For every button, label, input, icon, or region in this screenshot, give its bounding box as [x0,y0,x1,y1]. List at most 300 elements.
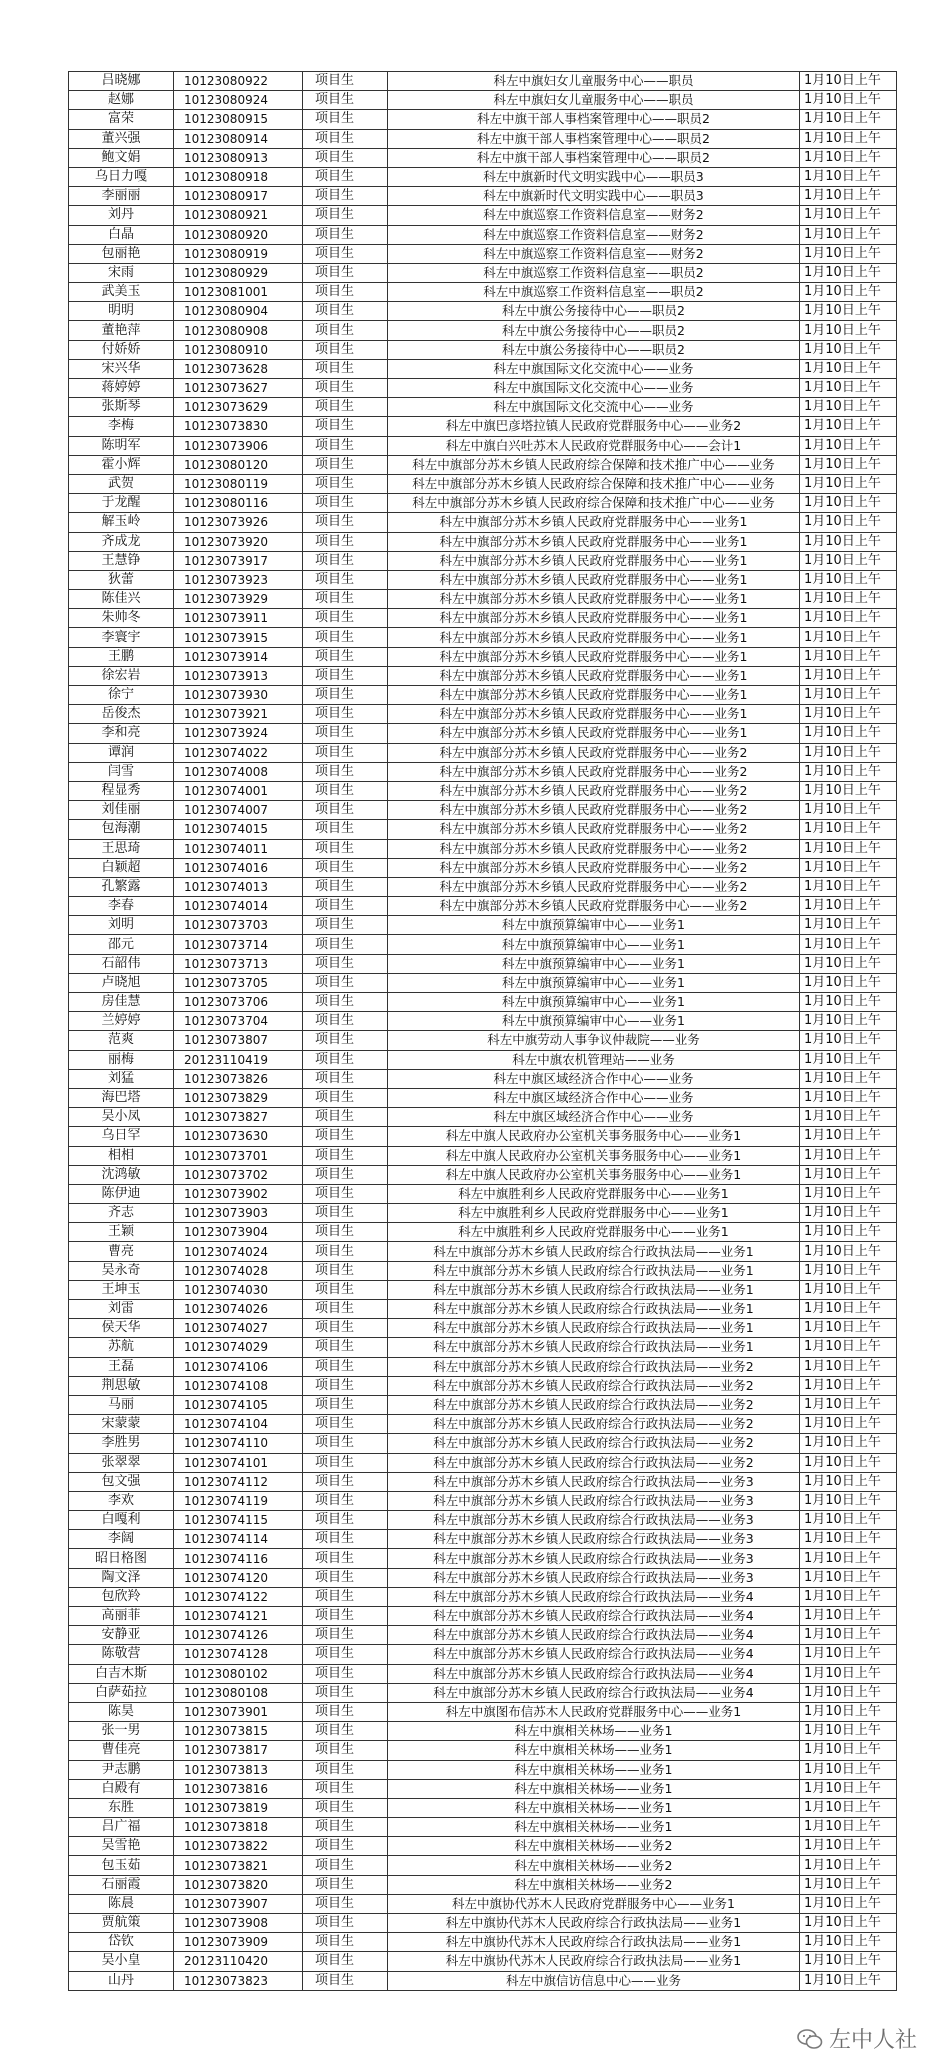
interview-time: 1月10日上午 [800,72,897,91]
table-row [69,1453,897,1472]
table-row [69,1491,897,1510]
candidate-name: 张一男 [69,1722,174,1741]
interview-time: 1月10日上午 [800,225,897,244]
candidate-type: 项目生 [303,1952,388,1971]
exam-id: 10123074121 [174,1607,303,1626]
candidate-name: 包玉茹 [69,1856,174,1875]
table-row [69,1088,897,1107]
exam-id: 10123073914 [174,647,303,666]
candidate-type: 项目生 [303,1760,388,1779]
candidate-name: 富荣 [69,110,174,129]
candidate-name: 包文强 [69,1472,174,1491]
position: 科左中旗部分苏木乡镇人民政府党群服务中心——业务1 [388,686,800,705]
position: 科左中旗部分苏木乡镇人民政府综合行政执法局——业务3 [388,1530,800,1549]
candidate-name: 王磊 [69,1357,174,1376]
exam-id: 10123080913 [174,148,303,167]
candidate-name: 李阔 [69,1530,174,1549]
candidate-type: 项目生 [303,1453,388,1472]
candidate-name: 苏航 [69,1338,174,1357]
candidate-type: 项目生 [303,1530,388,1549]
position: 科左中旗部分苏木乡镇人民政府综合行政执法局——业务1 [388,1242,800,1261]
exam-id: 10123074105 [174,1395,303,1414]
candidate-name: 沈鸿敏 [69,1165,174,1184]
exam-id: 10123073915 [174,628,303,647]
candidate-name: 明明 [69,302,174,321]
candidate-name: 赵娜 [69,91,174,110]
table-row [69,206,897,225]
candidate-name: 包欣羚 [69,1587,174,1606]
exam-id: 10123073627 [174,379,303,398]
position: 科左中旗新时代文明实践中心——职员3 [388,167,800,186]
candidate-type: 项目生 [303,1242,388,1261]
table-row [69,781,897,800]
exam-id: 10123074116 [174,1549,303,1568]
exam-id: 10123080116 [174,494,303,513]
table-row [69,570,897,589]
candidate-name: 陶文泽 [69,1568,174,1587]
position: 科左中旗区域经济合作中心——业务 [388,1088,800,1107]
interview-time: 1月10日上午 [800,1242,897,1261]
position: 科左中旗胜利乡人民政府党群服务中心——业务1 [388,1223,800,1242]
position: 科左中旗区域经济合作中心——业务 [388,1069,800,1088]
interview-time: 1月10日上午 [800,781,897,800]
position: 科左中旗部分苏木乡镇人民政府综合行政执法局——业务4 [388,1626,800,1645]
candidate-name: 李丽丽 [69,187,174,206]
table-row [69,973,897,992]
table-row [69,513,897,532]
exam-id: 10123073701 [174,1146,303,1165]
interview-time: 1月10日上午 [800,1415,897,1434]
candidate-name: 侯天华 [69,1319,174,1338]
candidate-name: 闫雪 [69,762,174,781]
candidate-type: 项目生 [303,340,388,359]
exam-id: 10123074001 [174,781,303,800]
position: 科左中旗部分苏木乡镇人民政府综合行政执法局——业务2 [388,1357,800,1376]
watermark-text: 左中人社 [828,2028,917,2053]
interview-time: 1月10日上午 [800,1856,897,1875]
position: 科左中旗部分苏木乡镇人民政府综合行政执法局——业务4 [388,1645,800,1664]
position: 科左中旗国际文化交流中心——业务 [388,398,800,417]
candidate-type: 项目生 [303,72,388,91]
exam-id: 10123080922 [174,72,303,91]
candidate-type: 项目生 [303,1702,388,1721]
interview-time: 1月10日上午 [800,1971,897,1990]
table-row [69,1952,897,1971]
interview-time: 1月10日上午 [800,1012,897,1031]
interview-time: 1月10日上午 [800,1088,897,1107]
candidate-type: 项目生 [303,1376,388,1395]
interview-time: 1月10日上午 [800,1108,897,1127]
candidate-type: 项目生 [303,1568,388,1587]
candidate-name: 李梅 [69,417,174,436]
interview-time: 1月10日上午 [800,973,897,992]
candidate-type: 项目生 [303,379,388,398]
position: 科左中旗干部人事档案管理中心——职员2 [388,148,800,167]
table-row [69,1626,897,1645]
candidate-name: 白颖超 [69,858,174,877]
interview-time: 1月10日上午 [800,283,897,302]
interview-time: 1月10日上午 [800,1357,897,1376]
exam-id: 10123074112 [174,1472,303,1491]
position: 科左中旗协代苏木人民政府综合行政执法局——业务1 [388,1914,800,1933]
candidate-type: 项目生 [303,666,388,685]
table-row [69,283,897,302]
candidate-name: 范爽 [69,1031,174,1050]
interview-time: 1月10日上午 [800,1395,897,1414]
exam-id: 10123074022 [174,743,303,762]
exam-id: 10123074026 [174,1300,303,1319]
interview-time: 1月10日上午 [800,801,897,820]
candidate-type: 项目生 [303,455,388,474]
position: 科左中旗部分苏木乡镇人民政府党群服务中心——业务1 [388,666,800,685]
position: 科左中旗部分苏木乡镇人民政府党群服务中心——业务2 [388,897,800,916]
candidate-table [68,71,897,1991]
interview-time: 1月10日上午 [800,993,897,1012]
exam-id: 10123073703 [174,916,303,935]
position: 科左中旗部分苏木乡镇人民政府党群服务中心——业务1 [388,647,800,666]
candidate-type: 项目生 [303,1645,388,1664]
candidate-name: 吴小皇 [69,1952,174,1971]
candidate-name: 武美玉 [69,283,174,302]
interview-time: 1月10日上午 [800,244,897,263]
candidate-name: 徐宁 [69,686,174,705]
interview-time: 1月10日上午 [800,1645,897,1664]
table-row [69,1587,897,1606]
candidate-type: 项目生 [303,1300,388,1319]
position: 科左中旗巡察工作资料信息室——财务2 [388,206,800,225]
candidate-type: 项目生 [303,474,388,493]
interview-time: 1月10日上午 [800,129,897,148]
candidate-type: 项目生 [303,1875,388,1894]
interview-time: 1月10日上午 [800,916,897,935]
interview-time: 1月10日上午 [800,1798,897,1817]
interview-time: 1月10日上午 [800,743,897,762]
candidate-type: 项目生 [303,148,388,167]
candidate-type: 项目生 [303,1415,388,1434]
candidate-name: 刘明 [69,916,174,935]
position: 科左中旗部分苏木乡镇人民政府综合行政执法局——业务3 [388,1472,800,1491]
candidate-type: 项目生 [303,283,388,302]
candidate-name: 陈昊 [69,1702,174,1721]
position: 科左中旗部分苏木乡镇人民政府综合行政执法局——业务4 [388,1587,800,1606]
table-row [69,1971,897,1990]
interview-time: 1月10日上午 [800,647,897,666]
position: 科左中旗相关林场——业务1 [388,1779,800,1798]
exam-id: 10123074122 [174,1587,303,1606]
position: 科左中旗部分苏木乡镇人民政府综合行政执法局——业务4 [388,1607,800,1626]
candidate-type: 项目生 [303,1012,388,1031]
candidate-type: 项目生 [303,1607,388,1626]
exam-id: 10123073704 [174,1012,303,1031]
candidate-name: 李胜男 [69,1434,174,1453]
position: 科左中旗人民政府办公室机关事务服务中心——业务1 [388,1165,800,1184]
candidate-type: 项目生 [303,1511,388,1530]
candidate-type: 项目生 [303,91,388,110]
position: 科左中旗部分苏木乡镇人民政府党群服务中心——业务2 [388,839,800,858]
exam-id: 10123080120 [174,455,303,474]
exam-id: 10123074110 [174,1434,303,1453]
exam-id: 10123073706 [174,993,303,1012]
exam-id: 10123080919 [174,244,303,263]
table-row [69,1415,897,1434]
candidate-type: 项目生 [303,724,388,743]
exam-id: 10123074115 [174,1511,303,1530]
interview-time: 1月10日上午 [800,897,897,916]
position: 科左中旗部分苏木乡镇人民政府党群服务中心——业务1 [388,609,800,628]
candidate-type: 项目生 [303,1050,388,1069]
exam-id: 10123074028 [174,1261,303,1280]
table-row [69,1741,897,1760]
exam-id: 10123073816 [174,1779,303,1798]
exam-id: 10123073908 [174,1914,303,1933]
candidate-name: 陈敬营 [69,1645,174,1664]
position: 科左中旗相关林场——业务1 [388,1741,800,1760]
table-row [69,455,897,474]
exam-id: 10123074104 [174,1415,303,1434]
interview-time: 1月10日上午 [800,1664,897,1683]
exam-id: 10123080921 [174,206,303,225]
candidate-name: 贾航策 [69,1914,174,1933]
interview-time: 1月10日上午 [800,1952,897,1971]
interview-time: 1月10日上午 [800,532,897,551]
exam-id: 10123074015 [174,820,303,839]
table-row [69,1223,897,1242]
interview-time: 1月10日上午 [800,1261,897,1280]
position: 科左中旗图布信苏木人民政府党群服务中心——业务1 [388,1702,800,1721]
candidate-type: 项目生 [303,417,388,436]
table-row [69,1914,897,1933]
table-row [69,148,897,167]
candidate-name: 昭日格图 [69,1549,174,1568]
interview-time: 1月10日上午 [800,1184,897,1203]
position: 科左中旗部分苏木乡镇人民政府党群服务中心——业务2 [388,820,800,839]
interview-time: 1月10日上午 [800,1472,897,1491]
table-row [69,935,897,954]
position: 科左中旗妇女儿童服务中心——职员 [388,72,800,91]
candidate-name: 狄蕾 [69,570,174,589]
table-row [69,1933,897,1952]
exam-id: 10123073628 [174,359,303,378]
table-row [69,474,897,493]
table-row [69,1549,897,1568]
candidate-name: 于龙醒 [69,494,174,513]
exam-id: 10123073830 [174,417,303,436]
candidate-type: 项目生 [303,781,388,800]
position: 科左中旗协代苏木人民政府综合行政执法局——业务1 [388,1952,800,1971]
interview-time: 1月10日上午 [800,1875,897,1894]
candidate-name: 武贺 [69,474,174,493]
exam-id: 10123073818 [174,1818,303,1837]
position: 科左中旗相关林场——业务2 [388,1875,800,1894]
position: 科左中旗部分苏木乡镇人民政府党群服务中心——业务1 [388,628,800,647]
table-row [69,666,897,685]
exam-id: 10123080102 [174,1664,303,1683]
position: 科左中旗部分苏木乡镇人民政府综合行政执法局——业务2 [388,1376,800,1395]
table-row [69,1779,897,1798]
table-row [69,1645,897,1664]
candidate-name: 安静亚 [69,1626,174,1645]
candidate-type: 项目生 [303,1280,388,1299]
exam-id: 10123073923 [174,570,303,589]
candidate-name: 李寰宇 [69,628,174,647]
candidate-name: 吴永奇 [69,1261,174,1280]
interview-time: 1月10日上午 [800,724,897,743]
table-row [69,1760,897,1779]
candidate-name: 东胜 [69,1798,174,1817]
table-row [69,263,897,282]
candidate-type: 项目生 [303,1146,388,1165]
interview-time: 1月10日上午 [800,1376,897,1395]
watermark [797,2023,917,2054]
exam-id: 10123074027 [174,1319,303,1338]
candidate-name: 白晶 [69,225,174,244]
candidate-name: 王颖 [69,1223,174,1242]
exam-id: 10123080924 [174,91,303,110]
position: 科左中旗部分苏木乡镇人民政府党群服务中心——业务2 [388,801,800,820]
table-row [69,609,897,628]
interview-time: 1月10日上午 [800,263,897,282]
table-row [69,244,897,263]
exam-id: 10123073901 [174,1702,303,1721]
table-row [69,839,897,858]
candidate-type: 项目生 [303,743,388,762]
interview-time: 1月10日上午 [800,1223,897,1242]
exam-id: 10123073913 [174,666,303,685]
candidate-type: 项目生 [303,897,388,916]
position: 科左中旗胜利乡人民政府党群服务中心——业务1 [388,1204,800,1223]
position: 科左中旗协代苏木人民政府党群服务中心——业务1 [388,1894,800,1913]
position: 科左中旗巴彦塔拉镇人民政府党群服务中心——业务2 [388,417,800,436]
position: 科左中旗国际文化交流中心——业务 [388,359,800,378]
position: 科左中旗部分苏木乡镇人民政府党群服务中心——业务2 [388,762,800,781]
exam-id: 10123074029 [174,1338,303,1357]
position: 科左中旗区域经济合作中心——业务 [388,1108,800,1127]
candidate-type: 项目生 [303,1837,388,1856]
candidate-name: 包海潮 [69,820,174,839]
interview-time: 1月10日上午 [800,590,897,609]
candidate-name: 石韶伟 [69,954,174,973]
candidate-type: 项目生 [303,1664,388,1683]
candidate-name: 岱钦 [69,1933,174,1952]
candidate-type: 项目生 [303,1914,388,1933]
position: 科左中旗部分苏木乡镇人民政府综合行政执法局——业务1 [388,1280,800,1299]
candidate-name: 王思琦 [69,839,174,858]
candidate-name: 海巴塔 [69,1088,174,1107]
interview-time: 1月10日上午 [800,1165,897,1184]
position: 科左中旗部分苏木乡镇人民政府党群服务中心——业务1 [388,551,800,570]
interview-time: 1月10日上午 [800,1511,897,1530]
position: 科左中旗预算编审中心——业务1 [388,973,800,992]
table-row [69,551,897,570]
table-row [69,321,897,340]
position: 科左中旗部分苏木乡镇人民政府综合行政执法局——业务2 [388,1453,800,1472]
candidate-type: 项目生 [303,1108,388,1127]
interview-time: 1月10日上午 [800,1933,897,1952]
interview-time: 1月10日上午 [800,1491,897,1510]
candidate-name: 王慧铮 [69,551,174,570]
table-row [69,1280,897,1299]
interview-time: 1月10日上午 [800,1549,897,1568]
position: 科左中旗部分苏木乡镇人民政府党群服务中心——业务1 [388,590,800,609]
table-row [69,1837,897,1856]
position: 科左中旗部分苏木乡镇人民政府综合行政执法局——业务2 [388,1395,800,1414]
interview-time: 1月10日上午 [800,551,897,570]
candidate-name: 徐宏岩 [69,666,174,685]
table-row [69,724,897,743]
candidate-name: 乌日力嘎 [69,167,174,186]
position: 科左中旗部分苏木乡镇人民政府综合行政执法局——业务1 [388,1338,800,1357]
position: 科左中旗部分苏木乡镇人民政府综合行政执法局——业务3 [388,1491,800,1510]
candidate-name: 卢晓旭 [69,973,174,992]
position: 科左中旗部分苏木乡镇人民政府综合行政执法局——业务3 [388,1511,800,1530]
candidate-type: 项目生 [303,1261,388,1280]
candidate-type: 项目生 [303,1338,388,1357]
table-row [69,1798,897,1817]
table-row [69,1338,897,1357]
candidate-name: 刘佳丽 [69,801,174,820]
exam-id: 10123073702 [174,1165,303,1184]
interview-time: 1月10日上午 [800,1434,897,1453]
candidate-type: 项目生 [303,321,388,340]
candidate-name: 朱帅冬 [69,609,174,628]
candidate-type: 项目生 [303,1357,388,1376]
table-row [69,1894,897,1913]
table-row [69,1568,897,1587]
candidate-type: 项目生 [303,820,388,839]
position: 科左中旗相关林场——业务2 [388,1837,800,1856]
candidate-type: 项目生 [303,206,388,225]
position: 科左中旗人民政府办公室机关事务服务中心——业务1 [388,1127,800,1146]
candidate-type: 项目生 [303,1491,388,1510]
interview-time: 1月10日上午 [800,398,897,417]
candidate-name: 岳俊杰 [69,705,174,724]
candidate-name: 董兴强 [69,129,174,148]
position: 科左中旗国际文化交流中心——业务 [388,379,800,398]
table-row [69,762,897,781]
table-row [69,436,897,455]
exam-id: 10123074126 [174,1626,303,1645]
candidate-type: 项目生 [303,436,388,455]
candidate-name: 谭润 [69,743,174,762]
candidate-type: 项目生 [303,1472,388,1491]
exam-id: 10123073929 [174,590,303,609]
exam-id: 10123073630 [174,1127,303,1146]
candidate-type: 项目生 [303,513,388,532]
interview-time: 1月10日上午 [800,1568,897,1587]
position: 科左中旗农机管理站——业务 [388,1050,800,1069]
candidate-type: 项目生 [303,110,388,129]
candidate-type: 项目生 [303,129,388,148]
table-row [69,1702,897,1721]
table-row [69,1530,897,1549]
interview-time: 1月10日上午 [800,1031,897,1050]
candidate-type: 项目生 [303,1031,388,1050]
interview-time: 1月10日上午 [800,705,897,724]
candidate-name: 尹志鹏 [69,1760,174,1779]
candidate-name: 刘猛 [69,1069,174,1088]
interview-time: 1月10日上午 [800,858,897,877]
position: 科左中旗妇女儿童服务中心——职员 [388,91,800,110]
exam-id: 10123073823 [174,1971,303,1990]
candidate-name: 董艳萍 [69,321,174,340]
interview-time: 1月10日上午 [800,1741,897,1760]
interview-time: 1月10日上午 [800,379,897,398]
position: 科左中旗公务接待中心——职员2 [388,321,800,340]
exam-id: 10123073826 [174,1069,303,1088]
candidate-name: 鲍文娟 [69,148,174,167]
exam-id: 10123073819 [174,1798,303,1817]
exam-id: 10123074128 [174,1645,303,1664]
